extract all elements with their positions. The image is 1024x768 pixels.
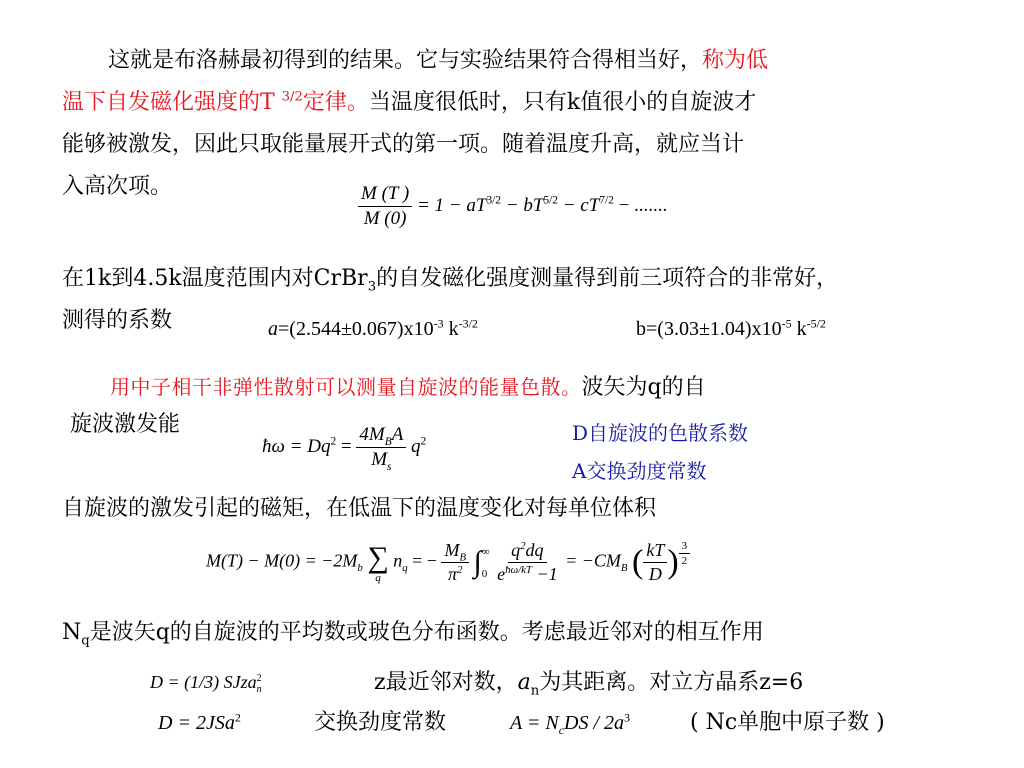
exchange-stiffness-label: 交换劲度常数 <box>314 710 447 735</box>
intro-red-term: 称为低 <box>702 48 769 73</box>
legend-a-label: A交换劲度常数 <box>572 459 707 483</box>
neutron-red-sentence: 用中子相干非弹性散射可以测量自旋波的能量色散。 <box>110 375 582 399</box>
magnetization-sentence: 自旋波的激发引起的磁矩，在低温下的温度变化对每单位体积 <box>62 496 657 521</box>
legend-d-label: D自旋波的色散系数 <box>572 421 749 445</box>
neutron-line-2: 旋波激发能 <box>70 412 181 437</box>
z-neighbor-note: z最近邻对数，$a_n$为其距离。对立方晶系z=6 <box>374 670 804 699</box>
equation-spin-wave-energy: ħω = $Dq^2$ = $\frac{4M_BA}{M_s}$ $q^2$ <box>262 424 427 473</box>
intro-line-1: 这就是布洛赫最初得到的结果。它与实验结果符合得相当好，称为低 <box>108 48 769 73</box>
coefficient-b: $b=(3.03\pm 1.04)x10^{-5}$ $k^{-5/2}$ <box>636 316 826 340</box>
measurement-line-2: 测得的系数 <box>62 308 173 333</box>
intro-line-2: 温下自发磁化强度的T $^{3/2}$定律。当温度很低时，只有k值很小的自旋波才 <box>62 89 757 115</box>
neutron-line-1: 用中子相干非弹性散射可以测量自旋波的能量色散。波矢为q的自 <box>110 375 706 400</box>
equation-d-nearest-neighbor: D = (1/3) SJza 2 n <box>150 672 262 695</box>
coefficient-a: $a=(2.544\pm 0.067)x10^{-3}$ $k^{-3/2}$ <box>268 316 478 340</box>
equation-magnetization-temperature: $M(T) - M(0) = -2M_b$ ∑ q $n_q$ = − $\frac{M_B}{\pi^2}$ ∫ ∞ 0 $\frac{q^2dq}{e^{ħ\omega/kT} -1}$ = $-CM_B$ ( $\frac{kT}{D}$ ) $\frac{3}{2}$ <box>206 540 690 585</box>
equation-exchange-stiffness: $A = N_cDS / 2a^3$ <box>510 710 631 737</box>
intro-line-4: 入高次项。 <box>62 174 173 199</box>
nq-sentence: $N_q$是波矢q的自旋波的平均数或玻色分布函数。考虑最近邻对的相互作用 <box>62 620 764 649</box>
equation-d-cubic: D = 2JSa$^2$ <box>158 710 241 734</box>
equation-magnetization-expansion: $\frac{M (T )}{M (0)}$ = $1 - aT^{3/2} - bT^{5/2} - cT^{7/2}$ − ....... <box>358 183 667 230</box>
measurement-line-1: 在1k到4.5k温度范围内对CrBr$_3$的自发磁化强度测量得到前三项符合的非常好， <box>62 266 839 295</box>
intro-line-3: 能够被激发，因此只取能量展开式的第一项。随着温度升高，就应当计 <box>62 132 745 157</box>
unit-cell-note: ( Nc单胞中原子数 ) <box>690 710 885 735</box>
